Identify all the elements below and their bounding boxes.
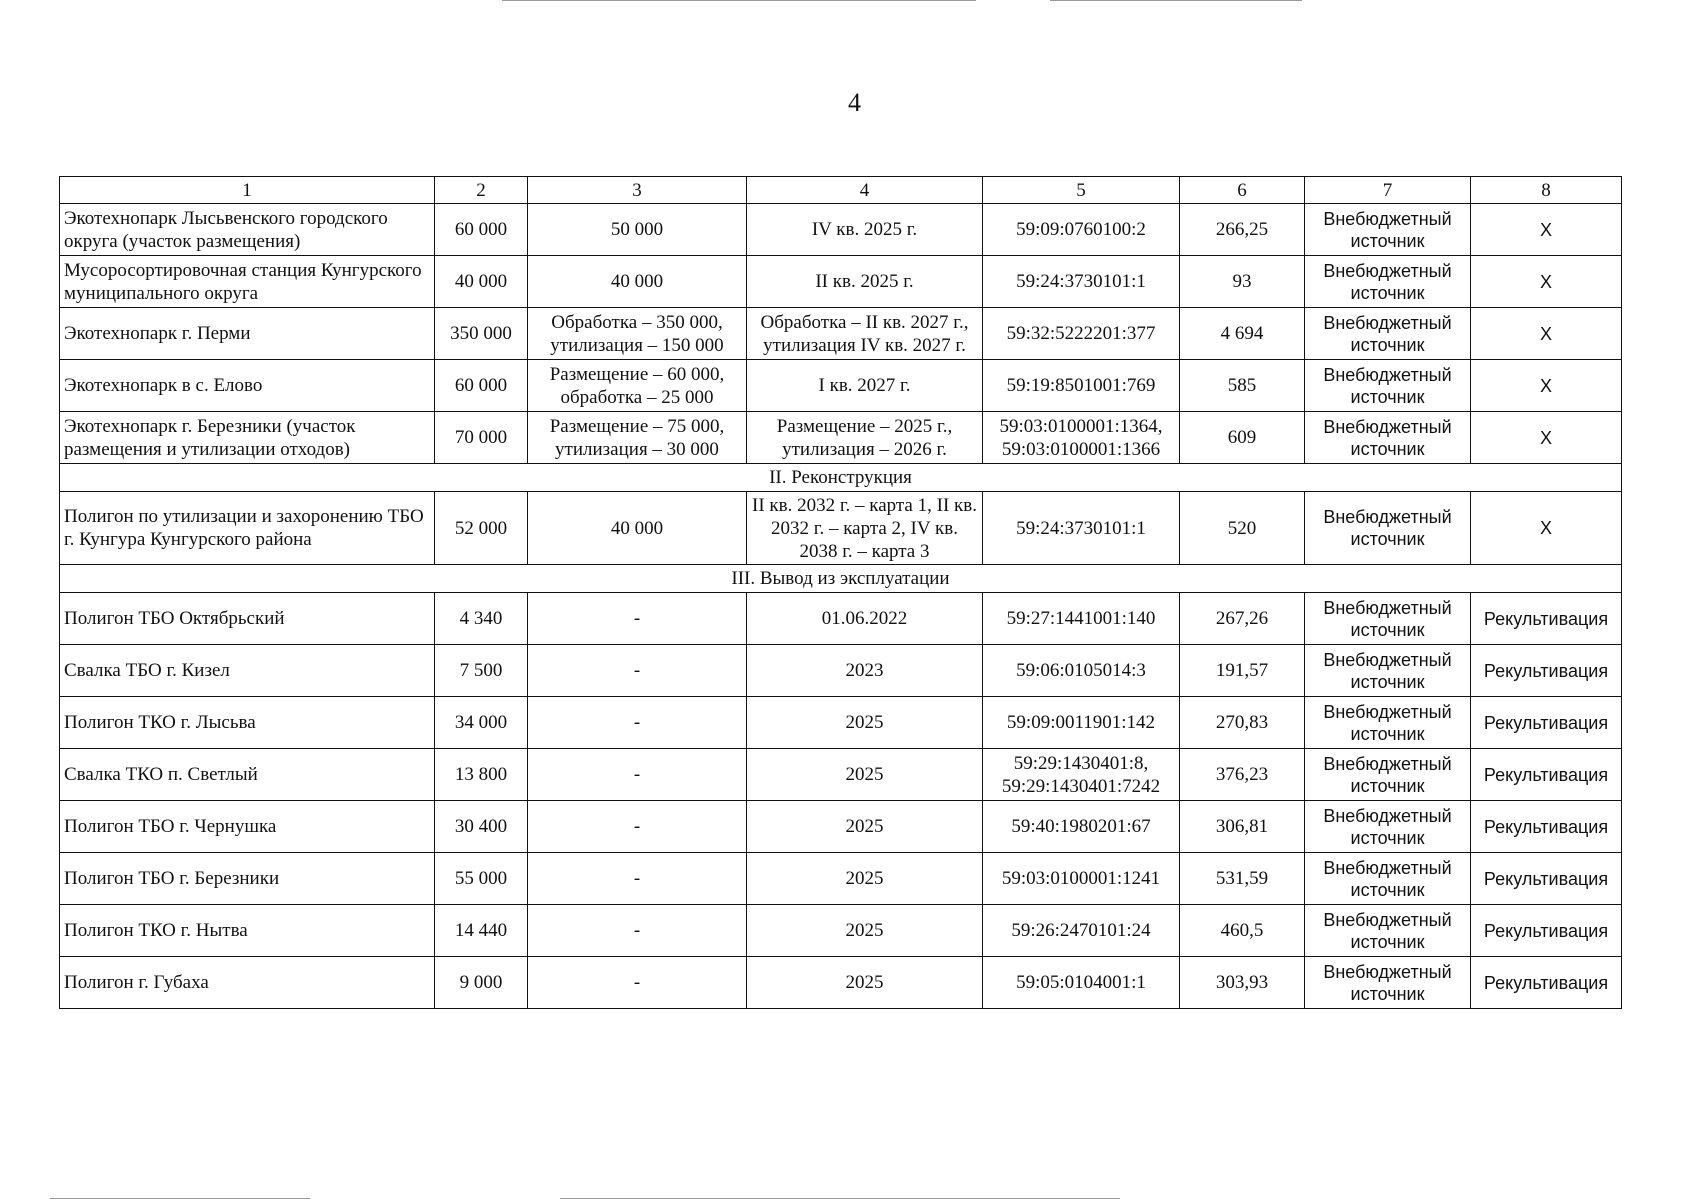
facility-name-cell: Полигон по утилизации и захоронению ТБО г. Кунгура Кунгурского района [60, 492, 435, 565]
commissioning-date-cell: II кв. 2032 г. – карта 1, II кв. 2032 г. – карта 2, IV кв. 2038 г. – карта 3 [747, 492, 983, 565]
capacity-cell: 60 000 [435, 204, 528, 256]
table-row [60, 492, 1622, 565]
scan-edge-line [50, 1198, 310, 1199]
table-row [60, 801, 1622, 853]
funding-source-cell: Внебюджетный источник [1305, 412, 1471, 464]
measure-cell: Рекультивация [1471, 749, 1622, 801]
commissioning-date-cell: Размещение – 2025 г., утилизация – 2026 г. [747, 412, 983, 464]
funding-source-cell: Внебюджетный источник [1305, 697, 1471, 749]
measure-cell: Рекультивация [1471, 957, 1622, 1009]
commissioning-date-cell: 01.06.2022 [747, 593, 983, 645]
funding-source-cell: Внебюджетный источник [1305, 645, 1471, 697]
commissioning-date-cell: I кв. 2027 г. [747, 360, 983, 412]
facility-name-cell: Свалка ТКО п. Светлый [60, 749, 435, 801]
investment-cell: 270,83 [1180, 697, 1305, 749]
capacity-cell: 14 440 [435, 905, 528, 957]
commissioning-date-cell: 2025 [747, 905, 983, 957]
table-row [60, 749, 1622, 801]
cadastral-number-cell: 59:26:2470101:24 [983, 905, 1180, 957]
facilities-table [59, 176, 1622, 1009]
table-row [60, 360, 1622, 412]
cadastral-number-cell: 59:24:3730101:1 [983, 492, 1180, 565]
facility-name-cell: Полигон ТБО Октябрьский [60, 593, 435, 645]
section-header-row [60, 565, 1622, 593]
investment-cell: 306,81 [1180, 801, 1305, 853]
capacity-cell: 60 000 [435, 360, 528, 412]
column-number-header: 4 [747, 177, 983, 204]
investment-cell: 531,59 [1180, 853, 1305, 905]
commissioning-date-cell: 2025 [747, 853, 983, 905]
capacity-cell: 4 340 [435, 593, 528, 645]
commissioning-date-cell: 2023 [747, 645, 983, 697]
column-number-header: 8 [1471, 177, 1622, 204]
funding-source-cell: Внебюджетный источник [1305, 204, 1471, 256]
commissioning-date-cell: 2025 [747, 957, 983, 1009]
table-row [60, 957, 1622, 1009]
capacity-cell: 350 000 [435, 308, 528, 360]
operation-capacity-cell: - [528, 905, 747, 957]
commissioning-date-cell: 2025 [747, 749, 983, 801]
investment-cell: 267,26 [1180, 593, 1305, 645]
page-number: 4 [848, 88, 861, 117]
cadastral-number-cell: 59:29:1430401:8, 59:29:1430401:7242 [983, 749, 1180, 801]
facility-name-cell: Полигон ТБО г. Чернушка [60, 801, 435, 853]
funding-source-cell: Внебюджетный источник [1305, 749, 1471, 801]
funding-source-cell: Внебюджетный источник [1305, 308, 1471, 360]
cadastral-number-cell: 59:24:3730101:1 [983, 256, 1180, 308]
investment-cell: 191,57 [1180, 645, 1305, 697]
table-row [60, 593, 1622, 645]
facility-name-cell: Полигон г. Губаха [60, 957, 435, 1009]
investment-cell: 376,23 [1180, 749, 1305, 801]
operation-capacity-cell: Размещение – 75 000, утилизация – 30 000 [528, 412, 747, 464]
facility-name-cell: Свалка ТБО г. Кизел [60, 645, 435, 697]
investment-cell: 303,93 [1180, 957, 1305, 1009]
table-row [60, 256, 1622, 308]
investment-cell: 609 [1180, 412, 1305, 464]
capacity-cell: 55 000 [435, 853, 528, 905]
operation-capacity-cell: - [528, 749, 747, 801]
cadastral-number-cell: 59:03:0100001:1241 [983, 853, 1180, 905]
measure-cell: Рекультивация [1471, 593, 1622, 645]
capacity-cell: 13 800 [435, 749, 528, 801]
column-number-row [60, 177, 1622, 204]
measure-cell: Х [1471, 360, 1622, 412]
measure-cell: Рекультивация [1471, 801, 1622, 853]
commissioning-date-cell: II кв. 2025 г. [747, 256, 983, 308]
funding-source-cell: Внебюджетный источник [1305, 593, 1471, 645]
cadastral-number-cell: 59:06:0105014:3 [983, 645, 1180, 697]
commissioning-date-cell: 2025 [747, 697, 983, 749]
capacity-cell: 34 000 [435, 697, 528, 749]
measure-cell: Х [1471, 412, 1622, 464]
capacity-cell: 7 500 [435, 645, 528, 697]
cadastral-number-cell: 59:27:1441001:140 [983, 593, 1180, 645]
table-row [60, 645, 1622, 697]
measure-cell: Х [1471, 492, 1622, 565]
funding-source-cell: Внебюджетный источник [1305, 957, 1471, 1009]
capacity-cell: 9 000 [435, 957, 528, 1009]
column-number-header: 5 [983, 177, 1180, 204]
investment-cell: 4 694 [1180, 308, 1305, 360]
capacity-cell: 40 000 [435, 256, 528, 308]
commissioning-date-cell: 2025 [747, 801, 983, 853]
table-row [60, 905, 1622, 957]
column-number-header: 1 [60, 177, 435, 204]
investment-cell: 266,25 [1180, 204, 1305, 256]
investment-cell: 93 [1180, 256, 1305, 308]
capacity-cell: 70 000 [435, 412, 528, 464]
funding-source-cell: Внебюджетный источник [1305, 360, 1471, 412]
capacity-cell: 52 000 [435, 492, 528, 565]
section-header-row [60, 464, 1622, 492]
operation-capacity-cell: - [528, 645, 747, 697]
column-number-header: 3 [528, 177, 747, 204]
table-row [60, 204, 1622, 256]
column-number-header: 7 [1305, 177, 1471, 204]
table-body [60, 177, 1622, 1009]
operation-capacity-cell: 40 000 [528, 492, 747, 565]
measure-cell: Рекультивация [1471, 697, 1622, 749]
investment-cell: 585 [1180, 360, 1305, 412]
facility-name-cell: Полигон ТКО г. Нытва [60, 905, 435, 957]
operation-capacity-cell: Размещение – 60 000, обработка – 25 000 [528, 360, 747, 412]
facility-name-cell: Полигон ТБО г. Березники [60, 853, 435, 905]
funding-source-cell: Внебюджетный источник [1305, 905, 1471, 957]
investment-cell: 460,5 [1180, 905, 1305, 957]
cadastral-number-cell: 59:19:8501001:769 [983, 360, 1180, 412]
measure-cell: Х [1471, 308, 1622, 360]
cadastral-number-cell: 59:09:0760100:2 [983, 204, 1180, 256]
facility-name-cell: Полигон ТКО г. Лысьва [60, 697, 435, 749]
cadastral-number-cell: 59:32:5222201:377 [983, 308, 1180, 360]
measure-cell: Рекультивация [1471, 905, 1622, 957]
scan-edge-line [502, 0, 976, 1]
scan-edge-line [560, 1198, 1120, 1199]
measure-cell: Х [1471, 256, 1622, 308]
operation-capacity-cell: - [528, 853, 747, 905]
measure-cell: Рекультивация [1471, 645, 1622, 697]
funding-source-cell: Внебюджетный источник [1305, 801, 1471, 853]
cadastral-number-cell: 59:40:1980201:67 [983, 801, 1180, 853]
investment-cell: 520 [1180, 492, 1305, 565]
cadastral-number-cell: 59:03:0100001:1364, 59:03:0100001:1366 [983, 412, 1180, 464]
operation-capacity-cell: Обработка – 350 000, утилизация – 150 000 [528, 308, 747, 360]
operation-capacity-cell: - [528, 697, 747, 749]
cadastral-number-cell: 59:05:0104001:1 [983, 957, 1180, 1009]
commissioning-date-cell: IV кв. 2025 г. [747, 204, 983, 256]
operation-capacity-cell: 50 000 [528, 204, 747, 256]
facility-name-cell: Экотехнопарк г. Березники (участок размещения и утилизации отходов) [60, 412, 435, 464]
section-title: III. Вывод из эксплуатации [60, 565, 1622, 593]
operation-capacity-cell: - [528, 801, 747, 853]
operation-capacity-cell: - [528, 957, 747, 1009]
column-number-header: 6 [1180, 177, 1305, 204]
facility-name-cell: Экотехнопарк в с. Елово [60, 360, 435, 412]
measure-cell: Рекультивация [1471, 853, 1622, 905]
funding-source-cell: Внебюджетный источник [1305, 492, 1471, 565]
facility-name-cell: Мусоросортировочная станция Кунгурского муниципального округа [60, 256, 435, 308]
facility-name-cell: Экотехнопарк Лысьвенского городского округа (участок размещения) [60, 204, 435, 256]
capacity-cell: 30 400 [435, 801, 528, 853]
table-row [60, 412, 1622, 464]
funding-source-cell: Внебюджетный источник [1305, 256, 1471, 308]
column-number-header: 2 [435, 177, 528, 204]
scan-edge-line [1050, 0, 1302, 1]
table-row [60, 308, 1622, 360]
table-row [60, 697, 1622, 749]
operation-capacity-cell: 40 000 [528, 256, 747, 308]
facility-name-cell: Экотехнопарк г. Перми [60, 308, 435, 360]
operation-capacity-cell: - [528, 593, 747, 645]
measure-cell: Х [1471, 204, 1622, 256]
section-title: II. Реконструкция [60, 464, 1622, 492]
cadastral-number-cell: 59:09:0011901:142 [983, 697, 1180, 749]
table-row [60, 853, 1622, 905]
commissioning-date-cell: Обработка – II кв. 2027 г., утилизация IV кв. 2027 г. [747, 308, 983, 360]
funding-source-cell: Внебюджетный источник [1305, 853, 1471, 905]
